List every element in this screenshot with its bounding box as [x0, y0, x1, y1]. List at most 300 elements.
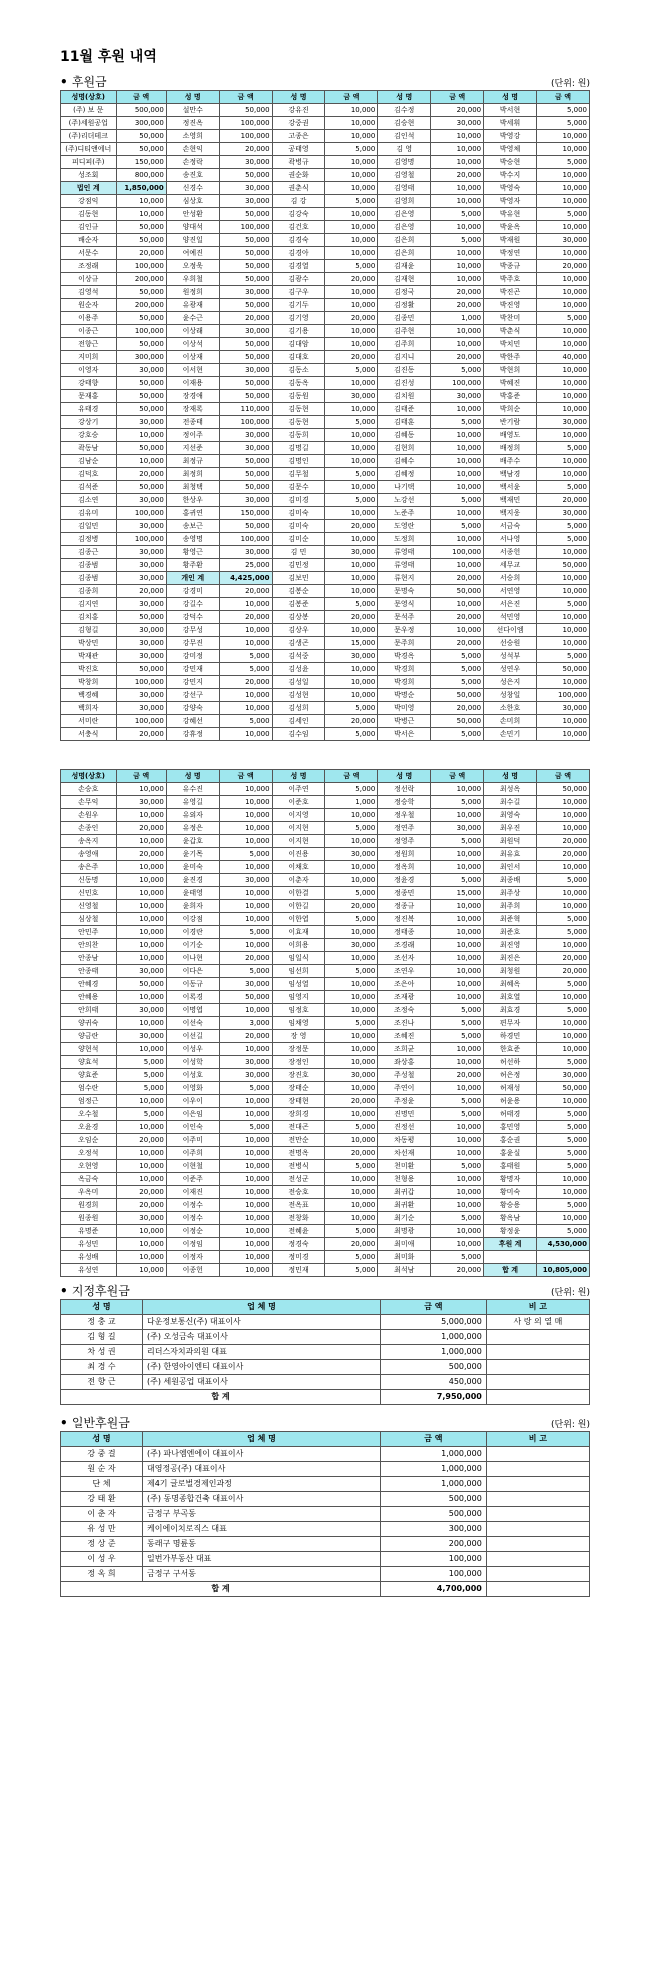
donor-name: 세무교 — [484, 559, 537, 572]
amount: 30,000 — [325, 390, 378, 403]
general-header-row — [61, 1432, 590, 1447]
amount: 5,000 — [219, 848, 272, 861]
table-row — [61, 559, 590, 572]
note — [486, 1375, 589, 1390]
donor-name: 손정락 — [166, 156, 219, 169]
amount: 10,000 — [325, 1186, 378, 1199]
donor-name: 최청택 — [166, 481, 219, 494]
table-row — [61, 273, 590, 286]
amount: 10,000 — [116, 991, 166, 1004]
amount: 5,000 — [116, 1082, 166, 1095]
amount: 10,000 — [431, 991, 484, 1004]
donor-name: 김혜수 — [378, 455, 431, 468]
column-header: 비 고 — [486, 1432, 589, 1447]
amount: 20,000 — [219, 312, 272, 325]
amount: 30,000 — [325, 939, 378, 952]
donor-name: 황명자 — [484, 1173, 537, 1186]
donor-name: 최명광 — [378, 1225, 431, 1238]
donor-name: 이정수 — [166, 1199, 219, 1212]
donations-header-row — [61, 91, 590, 104]
table-row — [61, 1056, 590, 1069]
amount: 10,000 — [431, 1225, 484, 1238]
amount: 1,000,000 — [381, 1462, 487, 1477]
amount: 20,000 — [537, 260, 590, 273]
amount: 10,000 — [325, 835, 378, 848]
amount: 5,000 — [431, 728, 484, 741]
amount: 10,000 — [431, 130, 484, 143]
amount: 10,000 — [537, 429, 590, 442]
amount: 5,000 — [219, 926, 272, 939]
amount: 30,000 — [537, 702, 590, 715]
donor-name: (주)세원공업 — [61, 117, 117, 130]
donor-name: 허은정 — [484, 1069, 537, 1082]
amount: 10,000 — [325, 507, 378, 520]
amount: 10,000 — [537, 364, 590, 377]
section-general-header — [60, 1415, 590, 1431]
amount: 10,000 — [116, 1160, 166, 1173]
amount: 5,000 — [325, 468, 378, 481]
amount: 5,000 — [431, 416, 484, 429]
donor-name: 강민지 — [166, 676, 219, 689]
column-header: 성 명 — [166, 770, 219, 783]
amount: 200,000 — [116, 299, 166, 312]
donations-table-continued — [60, 769, 590, 1277]
amount: 10,000 — [431, 325, 484, 338]
company-name: 금정구 부곡동 — [142, 1507, 380, 1522]
amount: 10,000 — [431, 900, 484, 913]
donor-name: 백희자 — [61, 702, 117, 715]
donor-name: 이희용 — [272, 939, 325, 952]
donor-name: 전대곤 — [272, 1121, 325, 1134]
amount: 50,000 — [219, 468, 272, 481]
donor-name: 최청원 — [484, 965, 537, 978]
amount: 50,000 — [116, 143, 166, 156]
amount: 50,000 — [219, 299, 272, 312]
column-header: 금 액 — [325, 770, 378, 783]
amount: 50,000 — [537, 663, 590, 676]
donor-name: 이용주 — [61, 312, 117, 325]
donor-name: 강유진 — [272, 104, 325, 117]
donor-name: 조경래 — [378, 939, 431, 952]
donor-name: 박정연 — [484, 247, 537, 260]
donor-name: 김주현 — [378, 325, 431, 338]
amount: 10,000 — [219, 1186, 272, 1199]
donor-name: 최석남 — [378, 1264, 431, 1277]
amount: 5,000 — [431, 676, 484, 689]
donor-name: 석민영 — [484, 611, 537, 624]
amount: 10,000 — [537, 338, 590, 351]
table-row — [61, 234, 590, 247]
amount: 30,000 — [219, 195, 272, 208]
donor-name: 김상우 — [272, 624, 325, 637]
table-row — [61, 1082, 590, 1095]
table-row — [61, 299, 590, 312]
amount — [537, 1251, 590, 1264]
donor-name: 이다은 — [166, 965, 219, 978]
table-row — [61, 1507, 590, 1522]
amount: 5,000 — [325, 913, 378, 926]
donor-name: 김종근 — [61, 546, 117, 559]
amount: 10,000 — [219, 624, 272, 637]
amount: 100,000 — [381, 1552, 487, 1567]
amount: 20,000 — [431, 286, 484, 299]
donor-name: 유성배 — [61, 1251, 117, 1264]
table-row — [61, 1360, 590, 1375]
column-header: 성 명 — [378, 770, 431, 783]
amount: 5,000 — [325, 1017, 378, 1030]
amount: 10,000 — [325, 533, 378, 546]
table-row — [61, 1069, 590, 1082]
donor-name: 신경수 — [166, 182, 219, 195]
amount: 20,000 — [431, 299, 484, 312]
amount: 10,000 — [431, 913, 484, 926]
amount: 10,000 — [325, 117, 378, 130]
table-row — [61, 900, 590, 913]
amount: 50,000 — [219, 390, 272, 403]
donor-name: 김정병 — [61, 533, 117, 546]
amount: 10,000 — [325, 874, 378, 887]
donor-name: 양귀숙 — [61, 1017, 117, 1030]
amount: 10,000 — [431, 455, 484, 468]
column-header: 금 액 — [116, 91, 166, 104]
donor-name: 소한호 — [484, 702, 537, 715]
donor-name: 조정래 — [61, 260, 117, 273]
donor-name: 김동현 — [272, 416, 325, 429]
donor-name: 이영자 — [61, 364, 117, 377]
donor-name: 천미환 — [378, 1160, 431, 1173]
amount: 10,000 — [219, 1147, 272, 1160]
table-row — [61, 926, 590, 939]
donor-name: 문우정 — [378, 624, 431, 637]
amount: 5,000 — [431, 1212, 484, 1225]
amount: 30,000 — [116, 1030, 166, 1043]
amount: 100,000 — [116, 715, 166, 728]
amount: 5,000 — [325, 728, 378, 741]
donor-name: 최준혁 — [484, 913, 537, 926]
amount: 10,000 — [537, 377, 590, 390]
amount: 10,000 — [325, 1043, 378, 1056]
donor-name: 장정문 — [272, 1043, 325, 1056]
donor-name: 김덕호 — [61, 468, 117, 481]
donor-name: 김정국 — [378, 286, 431, 299]
amount: 5,000 — [537, 1004, 590, 1017]
amount: 10,000 — [431, 273, 484, 286]
amount: 800,000 — [116, 169, 166, 182]
donor-name: 김동희 — [272, 429, 325, 442]
table-row — [61, 663, 590, 676]
table-row — [61, 637, 590, 650]
total-row — [61, 1390, 590, 1405]
amount: 10,000 — [537, 455, 590, 468]
column-header: 금 액 — [219, 91, 272, 104]
donor-name: 이효재 — [272, 926, 325, 939]
company-name: (주) 한영아이엔티 대표이사 — [142, 1360, 380, 1375]
amount: 30,000 — [219, 494, 272, 507]
amount: 5,000 — [537, 312, 590, 325]
donor-name: 최미애 — [378, 1238, 431, 1251]
donor-name: 김성일 — [272, 676, 325, 689]
amount: 10,000 — [431, 624, 484, 637]
table-row — [61, 182, 590, 195]
table-row — [61, 1030, 590, 1043]
amount: 5,000 — [325, 260, 378, 273]
donor-name: 김치원 — [378, 390, 431, 403]
amount: 10,000 — [116, 1043, 166, 1056]
amount: 20,000 — [219, 611, 272, 624]
amount: 10,000 — [325, 403, 378, 416]
designated-header-row — [61, 1300, 590, 1315]
amount: 10,000 — [537, 1186, 590, 1199]
donor-name: 안희태 — [61, 1004, 117, 1017]
amount: 10,000 — [325, 1030, 378, 1043]
donor-name: 윤희자 — [166, 900, 219, 913]
donor-name: 서금숙 — [484, 520, 537, 533]
donor-name: 김동현 — [272, 403, 325, 416]
donor-name: 조혜진 — [378, 1030, 431, 1043]
table-row — [61, 991, 590, 1004]
amount: 10,000 — [537, 796, 590, 809]
donor-name: 이정임 — [166, 1238, 219, 1251]
unit-label: (단위: 원) — [551, 1420, 590, 1430]
amount: 10,000 — [116, 861, 166, 874]
donor-name: 김경숙 — [272, 234, 325, 247]
amount: 30,000 — [116, 1004, 166, 1017]
amount: 300,000 — [381, 1522, 487, 1537]
amount: 10,000 — [537, 182, 590, 195]
amount: 5,000 — [537, 926, 590, 939]
amount: 1,000,000 — [381, 1477, 487, 1492]
donor-name: 오정욱 — [166, 260, 219, 273]
donor-name: 이 춘 자 — [61, 1507, 143, 1522]
amount: 5,000 — [219, 1121, 272, 1134]
donor-name: 정연주 — [378, 822, 431, 835]
donor-name: 박진곤 — [484, 286, 537, 299]
amount: 100,000 — [219, 117, 272, 130]
donor-name: 김 형 길 — [61, 1330, 143, 1345]
donor-name: 이강점 — [166, 913, 219, 926]
donor-name: 김건호 — [272, 221, 325, 234]
donor-name: 김영명 — [378, 156, 431, 169]
donor-name: 장태현 — [272, 1095, 325, 1108]
table-row — [61, 143, 590, 156]
donor-name: 김유미 — [61, 507, 117, 520]
amount: 30,000 — [537, 1069, 590, 1082]
amount: 30,000 — [219, 182, 272, 195]
amount: 10,000 — [325, 1173, 378, 1186]
company-name: 대영정공(주) 대표이사 — [142, 1462, 380, 1477]
amount: 30,000 — [116, 637, 166, 650]
amount: 10,000 — [325, 325, 378, 338]
amount: 10,000 — [431, 978, 484, 991]
amount: 10,000 — [325, 455, 378, 468]
company-name: 금정구 구서동 — [142, 1567, 380, 1582]
amount: 10,000 — [537, 991, 590, 1004]
amount: 5,000 — [325, 195, 378, 208]
amount: 10,000 — [116, 429, 166, 442]
donor-name: 원종원 — [61, 1212, 117, 1225]
amount: 10,000 — [325, 1056, 378, 1069]
donor-name: 피디피(주) — [61, 156, 117, 169]
amount: 5,000 — [325, 494, 378, 507]
amount: 20,000 — [431, 611, 484, 624]
donor-name: 성연우 — [484, 663, 537, 676]
donor-name: 김대호 — [272, 351, 325, 364]
amount: 10,000 — [325, 182, 378, 195]
amount: 10,000 — [325, 221, 378, 234]
donor-name: 최준호 — [484, 926, 537, 939]
donor-name: 최정규 — [166, 455, 219, 468]
note — [486, 1345, 589, 1360]
donor-name: 도영란 — [378, 520, 431, 533]
donor-name: 박치민 — [484, 338, 537, 351]
amount: 5,000 — [431, 1017, 484, 1030]
amount: 10,000 — [431, 195, 484, 208]
table-row — [61, 507, 590, 520]
donor-name: 우희철 — [166, 273, 219, 286]
donor-name: 송보근 — [166, 520, 219, 533]
amount: 5,000 — [325, 143, 378, 156]
amount: 30,000 — [537, 507, 590, 520]
amount: 5,000 — [537, 1134, 590, 1147]
amount: 30,000 — [116, 520, 166, 533]
amount: 5,000 — [219, 663, 272, 676]
amount: 10,000 — [537, 273, 590, 286]
donor-name: (주)리더테크 — [61, 130, 117, 143]
amount: 5,000 — [325, 822, 378, 835]
amount: 1,000 — [431, 312, 484, 325]
amount: 5,000 — [431, 796, 484, 809]
amount: 30,000 — [116, 416, 166, 429]
amount: 5,000 — [537, 156, 590, 169]
amount: 10,000 — [116, 926, 166, 939]
amount: 50,000 — [116, 481, 166, 494]
donor-name: 전종태 — [166, 416, 219, 429]
donor-name: 신민호 — [61, 887, 117, 900]
donor-name: 정종민 — [378, 887, 431, 900]
donor-name: 최정희 — [166, 468, 219, 481]
donor-name: 김혜정 — [378, 468, 431, 481]
amount: 10,000 — [219, 1264, 272, 1277]
table-row — [61, 835, 590, 848]
donor-name: 박미영 — [378, 702, 431, 715]
donor-name: 박경희 — [378, 663, 431, 676]
donor-name: 송은주 — [61, 861, 117, 874]
donor-name: 박찬미 — [484, 312, 537, 325]
donor-name: 정우철 — [378, 809, 431, 822]
column-header: 성명(상호) — [61, 91, 117, 104]
donor-name: 윤미숙 — [166, 861, 219, 874]
table-row — [61, 1522, 590, 1537]
donor-name: 김영희 — [378, 195, 431, 208]
amount: 20,000 — [219, 952, 272, 965]
table-row — [61, 1251, 590, 1264]
note — [486, 1462, 589, 1477]
column-header: 성 명 — [484, 91, 537, 104]
amount: 100,000 — [116, 507, 166, 520]
amount: 10,000 — [431, 1082, 484, 1095]
amount: 10,000 — [537, 247, 590, 260]
amount: 5,000 — [116, 1056, 166, 1069]
donor-name: 황정윤 — [484, 1225, 537, 1238]
donor-name: 박서현 — [484, 104, 537, 117]
amount: 30,000 — [116, 650, 166, 663]
amount: 10,000 — [537, 809, 590, 822]
donor-name: 임일식 — [272, 952, 325, 965]
donor-name: 강휴정 — [166, 728, 219, 741]
donor-name: 조희균 — [378, 1043, 431, 1056]
table-row — [61, 1043, 590, 1056]
donor-name: 김소연 — [61, 494, 117, 507]
donor-name: 정경숙 — [272, 1238, 325, 1251]
donor-name: 박현희 — [484, 364, 537, 377]
total-amount: 4,700,000 — [381, 1582, 487, 1597]
amount: 10,000 — [325, 663, 378, 676]
amount: 10,000 — [325, 861, 378, 874]
donor-name: 김지니 — [378, 351, 431, 364]
donor-name: 안민주 — [61, 926, 117, 939]
company-name: (주) 파나엠엔에이 대표이사 — [142, 1447, 380, 1462]
donor-name: 정미경 — [272, 1251, 325, 1264]
donor-name: 양대석 — [166, 221, 219, 234]
amount: 30,000 — [219, 874, 272, 887]
donor-name: 성은지 — [484, 676, 537, 689]
amount: 50,000 — [431, 715, 484, 728]
amount: 50,000 — [116, 286, 166, 299]
donor-name: 이준주 — [166, 1173, 219, 1186]
amount: 10,000 — [116, 1225, 166, 1238]
note — [486, 1537, 589, 1552]
donor-name: 허선하 — [484, 1056, 537, 1069]
donor-name: 김재윤 — [378, 260, 431, 273]
donor-name: 최주희 — [484, 900, 537, 913]
total-label: 합 계 — [61, 1390, 381, 1405]
column-header: 성 명 — [484, 770, 537, 783]
amount: 10,000 — [219, 796, 272, 809]
amount: 50,000 — [116, 611, 166, 624]
donor-name: 배주수 — [484, 455, 537, 468]
donor-name: 노준주 — [378, 507, 431, 520]
table-row — [61, 260, 590, 273]
donor-name: 이우이 — [166, 1095, 219, 1108]
donor-name: 문주희 — [378, 637, 431, 650]
amount: 10,000 — [219, 1108, 272, 1121]
amount: 10,000 — [325, 991, 378, 1004]
amount: 20,000 — [431, 351, 484, 364]
amount: 20,000 — [116, 585, 166, 598]
amount: 40,000 — [537, 351, 590, 364]
donor-name: 진명민 — [378, 1108, 431, 1121]
amount: 10,000 — [219, 900, 272, 913]
donor-name: 이춘자 — [272, 874, 325, 887]
amount: 10,000 — [325, 247, 378, 260]
amount: 100,000 — [116, 325, 166, 338]
amount: 10,000 — [537, 715, 590, 728]
amount: 5,000 — [537, 1225, 590, 1238]
donor-name: 박홍준 — [484, 390, 537, 403]
donor-name: 류영태 — [378, 559, 431, 572]
amount: 20,000 — [325, 1095, 378, 1108]
donor-name: 최인서 — [484, 861, 537, 874]
donor-name: 원순자 — [61, 299, 117, 312]
donor-name: 허재성 — [484, 1082, 537, 1095]
note — [486, 1330, 589, 1345]
donor-name: 황영근 — [166, 546, 219, 559]
donor-name: 김명인 — [272, 455, 325, 468]
donor-name: 안종태 — [61, 965, 117, 978]
table-row — [61, 442, 590, 455]
donor-name: 강태향 — [61, 377, 117, 390]
donor-name: 김남순 — [61, 455, 117, 468]
